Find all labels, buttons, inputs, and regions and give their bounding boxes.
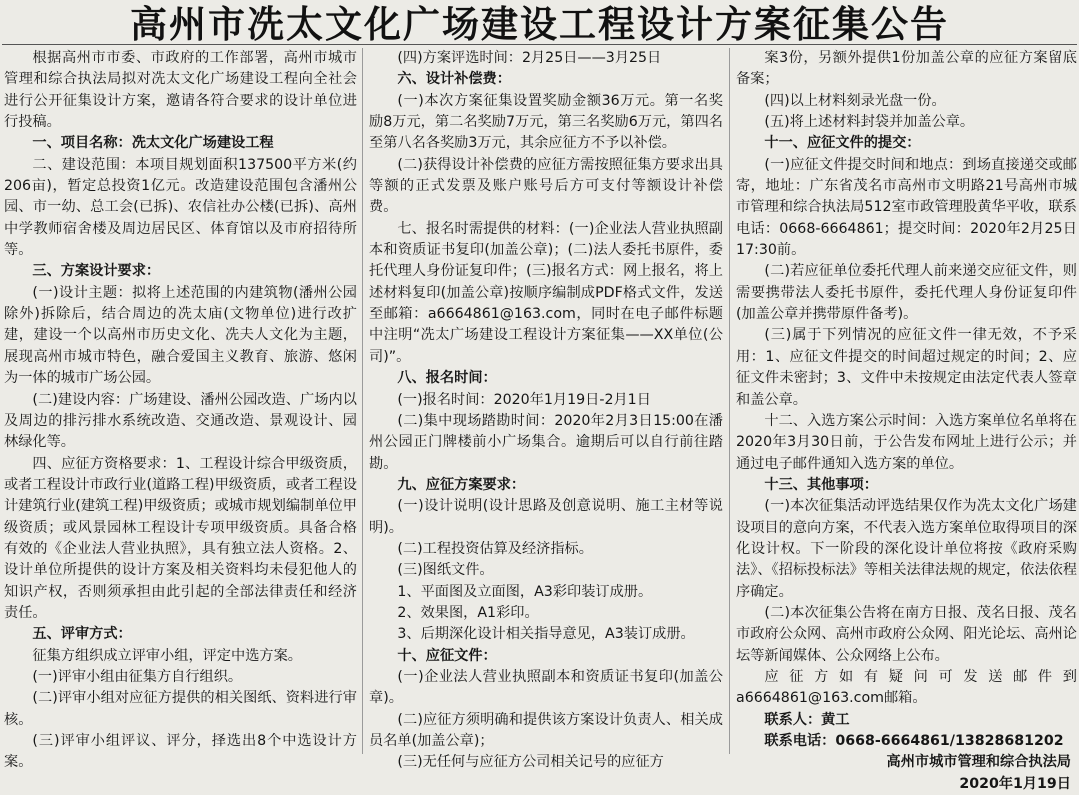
- paragraph: (一)设计主题：拟将上述范围的内建筑物(潘州公园除外)拆除后，结合周边的冼太庙(文物单位)进行改扩建，建设一个以高州市历史文化、冼夫人文化为主题，展现高州市城市特色，融合爱国主义教育、旅游、悠闲为一体的城市广场公园。: [4, 284, 357, 387]
- paragraph: 二、建设范围：本项目规划面积137500平方米(约206亩)，暂定总投资1亿元。改造建设范围包含潘州公园、市一幼、总工会(已拆)、农信社办公楼(已拆)、高州中学教师宿舍楼及周边居民区、体育馆以及市府招待所等。: [4, 156, 357, 259]
- section-heading: 八、报名时间：: [397, 370, 497, 387]
- paragraph: (一)应征文件提交时间和地点：到场直接递交或邮寄，地址：广东省茂名市高州市文明路21号高州市城市管理和综合执法局512室市政管理股黄华平收，联系电话：0668-6664861；提交时间：2020年2月25日17:30前。: [736, 156, 1077, 259]
- paragraph: 四、应征方资格要求：1、工程设计综合甲级资质，或者工程设计市政行业(道路工程)甲级资质，或者工程设计建筑行业(建筑工程)甲级资质；或城市规划编制单位甲级资质；或风景园林工程设计专项甲级资质。具备合格有效的《企业法人营业执照》，具有独立法人资格。2、设计单位所提供的设计方案及相关资料均未侵犯他人的知识产权，否则须承担由此引起的全部法律责任和经济责任。: [4, 455, 357, 621]
- paragraph: 征集方组织成立评审小组，评定中选方案。: [32, 647, 302, 664]
- section-heading: 六、设计补偿费：: [397, 71, 511, 88]
- paragraph: (三)属于下列情况的应征文件一律无效，不予采用：1、应征文件提交的时间超过规定的时间；2、应征文件未密封；3、文件中未按规定由法定代表人签章和盖公章。: [736, 327, 1077, 408]
- paragraph: 2、效果图，A1彩印。: [397, 604, 539, 621]
- section-heading: 十、应征文件：: [397, 647, 497, 664]
- paragraph: (二)工程投资估算及经济指标。: [397, 540, 593, 557]
- paragraph: 3、后期深化设计相关指导意见，A3装订成册。: [397, 626, 695, 643]
- column-2: [369, 48, 723, 771]
- paragraph: 十二、入选方案公示时间：入选方案单位名单将在2020年3月30日前，于公告发布网址上进行公示；并通过电子邮件通知入选方案的单位。: [736, 412, 1077, 472]
- column-1: [4, 48, 357, 771]
- paragraph: 1、平面图及立面图，A3彩印装订成册。: [397, 583, 653, 600]
- column-divider-1: [362, 48, 363, 754]
- title-rule: [2, 44, 1077, 45]
- paragraph: (三)图纸文件。: [397, 562, 494, 579]
- issuer-name: 高州市城市管理和综合执法局: [886, 754, 1071, 771]
- paragraph: (一)企业法人营业执照副本和资质证书复印(加盖公章)。: [369, 668, 723, 707]
- section-heading: 三、方案设计要求：: [32, 263, 161, 280]
- paragraph: 根据高州市市委、市政府的工作部署，高州市城市管理和综合执法局拟对冼太文化广场建设工程向全社会进行公开征集设计方案，邀请各符合要求的设计单位进行投稿。: [4, 50, 357, 131]
- section-heading: 九、应征方案要求：: [397, 476, 526, 493]
- notice-title: 高州市冼太文化广场建设工程设计方案征集公告: [130, 2, 949, 46]
- paragraph: (一)设计说明(设计思路及创意说明、施工主材等说明)。: [369, 498, 723, 536]
- paragraph: (三)评审小组评议、评分，择选出8个中选设计方案。: [4, 733, 357, 771]
- paragraph: 七、报名时需提供的材料：(一)企业法人营业执照副本和资质证书复印(加盖公章)；(二)法人委托书原件，委托代理人身份证复印件；(三)报名方式：网上报名，将上述材料复印(加盖公章)按顺序编制成PDF格式文件，发送至邮箱：a6664861@163.com，同时在电子邮件标题中注明“冼太广场建设工程设计方案征集——XX单位(公司)”。: [369, 220, 723, 365]
- paragraph: (一)报名时间：2020年1月19日-2月1日: [397, 391, 651, 408]
- paragraph: (一)本次方案征集设置奖励金额36万元。第一名奖励8万元，第二名奖励7万元，第三名奖励6万元，第四名至第八名各奖励3万元，其余应征方不予以补偿。: [369, 92, 723, 152]
- paragraph: 应征方如有疑问可发送邮件到a6664861@163.com邮箱。: [736, 668, 1077, 707]
- paragraph: (五)将上述材料封袋并加盖公章。: [764, 114, 975, 131]
- paragraph: (二)建设内容：广场建设、潘州公园改造、广场内以及周边的排污排水系统改造、交通改造、景观设计、园林绿化等。: [4, 391, 357, 451]
- section-heading: 十三、其他事项：: [764, 476, 878, 493]
- paragraph: (一)评审小组由征集方自行组织。: [32, 668, 243, 685]
- section-heading: 联系电话：0668-6664861/13828681202: [764, 733, 1064, 749]
- paragraph: (四)以上材料刻录光盘一份。: [764, 92, 946, 109]
- paragraph: (四)方案评选时间：2月25日——3月25日: [397, 50, 662, 66]
- column-3-body: [736, 48, 1077, 752]
- section-heading: 一、项目名称：冼太文化广场建设工程: [32, 135, 274, 152]
- paragraph: (二)若应征单位委托代理人前来递交应征文件，则需要携带法人委托书原件，委托代理人身份证复印件(加盖公章并携带原件备考)。: [736, 263, 1077, 323]
- paragraph: (二)集中现场踏勘时间：2020年2月3日15:00在潘州公园正门牌楼前小广场集合。逾期后可以自行前往踏勘。: [369, 412, 723, 472]
- paragraph: (二)获得设计补偿费的应征方需按照征集方要求出具等额的正式发票及账户账号后方可支付等额设计补偿费。: [369, 156, 723, 216]
- section-heading: 五、评审方式：: [32, 626, 132, 643]
- paragraph: 案3份，另额外提供1份加盖公章的应征方案留底备案；: [736, 50, 1077, 88]
- paragraph: (一)本次征集活动评选结果仅作为冼太文化广场建设项目的意向方案，不代表入选方案单位取得项目的深化设计权。下一阶段的深化设计单位将按《政府采购法》、《招标投标法》等相关法律法规的规定，依法依程序确定。: [736, 498, 1077, 600]
- paragraph: (二)评审小组对应征方提供的相关图纸、资料进行审核。: [4, 690, 357, 728]
- section-heading: 十一、应征文件的提交：: [764, 135, 921, 152]
- column-3: [736, 48, 1077, 792]
- paragraph: (三)无任何与应征方公司相关记号的应征方: [397, 754, 664, 771]
- section-heading: 联系人：黄工: [764, 711, 850, 728]
- column-divider-2: [729, 48, 730, 754]
- paragraph: (二)本次征集公告将在南方日报、茂名日报、茂名市政府公众网、高州市政府公众网、阳光论坛、高州论坛等新闻媒体、公众网络上公布。: [736, 604, 1077, 664]
- issue-date: 2020年1月19日: [959, 775, 1071, 792]
- paragraph: (二)应征方须明确和提供该方案设计负责人、相关成员名单(加盖公章)；: [369, 711, 723, 749]
